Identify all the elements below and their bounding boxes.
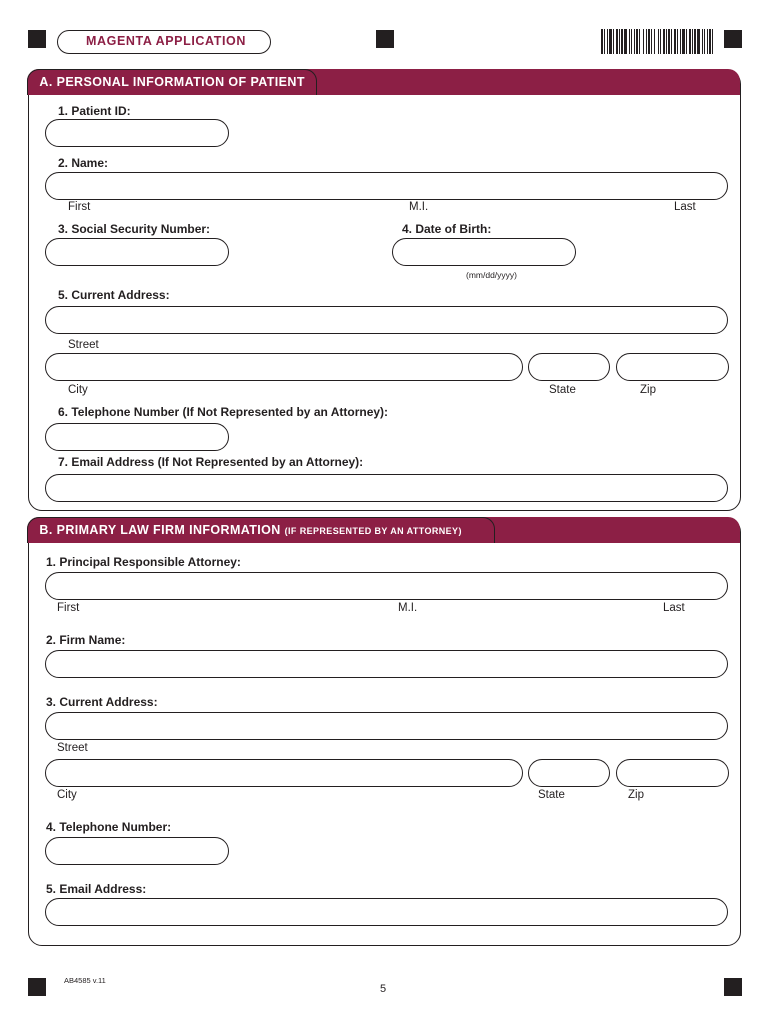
attorney-mi-caption: M.I.	[398, 602, 418, 614]
email-field[interactable]	[45, 474, 728, 502]
name-mi-caption: M.I.	[409, 201, 429, 213]
form-code: AB4585 v.11	[64, 976, 106, 985]
firm-phone-label: 4. Telephone Number:	[46, 820, 172, 834]
registration-mark-top-right	[724, 30, 742, 48]
phone-field[interactable]	[45, 423, 229, 451]
firm-email-label: 5. Email Address:	[46, 882, 147, 896]
section-a-header	[27, 69, 740, 95]
zip-field[interactable]	[616, 353, 729, 381]
registration-mark-bottom-left	[28, 978, 46, 996]
city-caption: City	[68, 384, 88, 396]
patient-id-label: 1. Patient ID:	[58, 104, 131, 118]
phone-label: 6. Telephone Number (If Not Represented by an Attorney):	[58, 405, 389, 419]
city-field[interactable]	[45, 353, 523, 381]
email-label: 7. Email Address (If Not Represented by an Attorney):	[58, 455, 364, 469]
page-number: 5	[380, 983, 387, 995]
firm-email-field[interactable]	[45, 898, 728, 926]
firm-street-caption: Street	[57, 742, 88, 754]
dob-label: 4. Date of Birth:	[402, 222, 492, 236]
firm-city-caption: City	[57, 789, 77, 801]
registration-mark-bottom-right	[724, 978, 742, 996]
name-label: 2. Name:	[58, 156, 109, 170]
section-a-title: A. PERSONAL INFORMATION OF PATIENT	[39, 75, 305, 90]
section-b-header	[27, 517, 740, 543]
firm-city-field[interactable]	[45, 759, 523, 787]
name-last-caption: Last	[674, 201, 696, 213]
ssn-label: 3. Social Security Number:	[58, 222, 211, 236]
attorney-name-field[interactable]	[45, 572, 728, 600]
registration-mark-top-center	[376, 30, 394, 48]
street-field[interactable]	[45, 306, 728, 334]
section-b-title-note: (IF REPRESENTED BY AN ATTORNEY)	[284, 526, 462, 537]
street-caption: Street	[68, 339, 99, 351]
firm-state-caption: State	[538, 789, 565, 801]
dob-format-hint: (mm/dd/yyyy)	[466, 270, 517, 280]
firm-state-field[interactable]	[528, 759, 610, 787]
section-b-title: B. PRIMARY LAW FIRM INFORMATION	[39, 523, 281, 538]
address-label: 5. Current Address:	[58, 288, 170, 302]
patient-id-field[interactable]	[45, 119, 229, 147]
dob-field[interactable]	[392, 238, 576, 266]
form-title: MAGENTA APPLICATION	[57, 30, 271, 54]
firm-zip-caption: Zip	[628, 789, 644, 801]
firm-name-label: 2. Firm Name:	[46, 633, 126, 647]
firm-address-label: 3. Current Address:	[46, 695, 158, 709]
zip-caption: Zip	[640, 384, 656, 396]
firm-name-field[interactable]	[45, 650, 728, 678]
barcode-stripe	[712, 29, 713, 54]
registration-mark-top-left	[28, 30, 46, 48]
attorney-last-caption: Last	[663, 602, 685, 614]
barcode	[601, 29, 713, 54]
attorney-first-caption: First	[57, 602, 80, 614]
name-first-caption: First	[68, 201, 91, 213]
ssn-field[interactable]	[45, 238, 229, 266]
firm-zip-field[interactable]	[616, 759, 729, 787]
state-caption: State	[549, 384, 576, 396]
patient-name-field[interactable]	[45, 172, 728, 200]
section-b-title-wrap	[39, 517, 461, 544]
firm-street-field[interactable]	[45, 712, 728, 740]
attorney-label: 1. Principal Responsible Attorney:	[46, 555, 241, 569]
firm-phone-field[interactable]	[45, 837, 229, 865]
state-field[interactable]	[528, 353, 610, 381]
